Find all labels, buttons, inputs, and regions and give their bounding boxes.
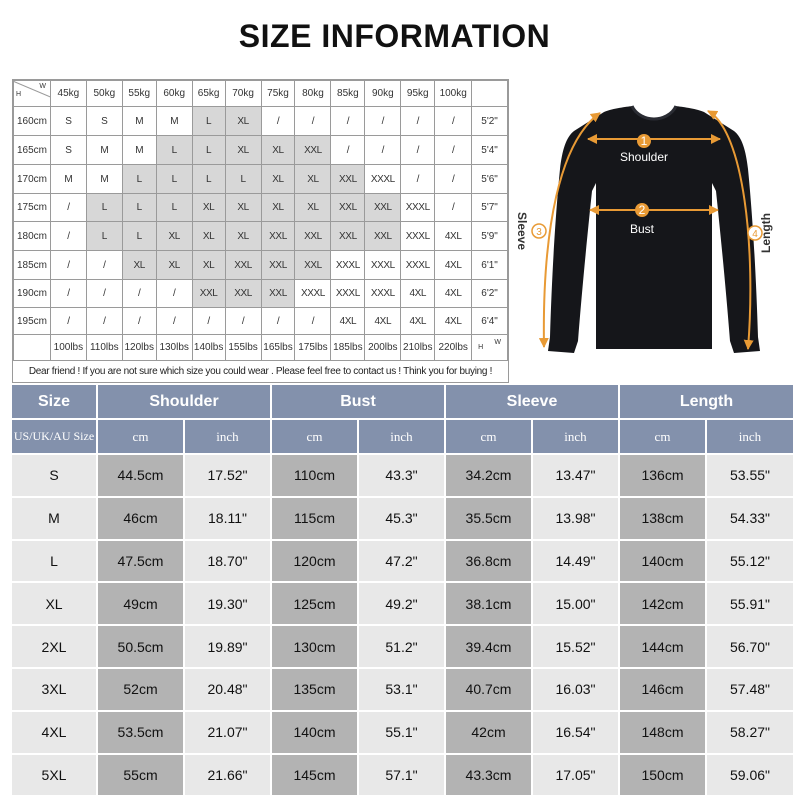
size-cell: 4XL xyxy=(401,308,435,335)
size-cell: M xyxy=(86,165,122,194)
weight-lbs-header: 220lbs xyxy=(435,335,472,361)
size-cell: / xyxy=(401,107,435,136)
height-row xyxy=(14,107,508,136)
size-cell: XXL xyxy=(192,280,225,308)
size-cell: XXXL xyxy=(331,280,365,308)
measurement-value: 17.52" xyxy=(185,455,270,496)
measurement-value: 35.5cm xyxy=(446,498,531,539)
size-cell: XXXL xyxy=(401,194,435,222)
weight-lbs-header: 140lbs xyxy=(192,335,225,361)
size-label: S xyxy=(12,455,96,496)
size-cell: XL xyxy=(295,194,331,222)
unit-inch-subheader: inch xyxy=(707,420,793,453)
measurement-value: 58.27" xyxy=(707,712,793,753)
unit-cm-subheader: cm xyxy=(620,420,705,453)
size-cell: XXXL xyxy=(295,280,331,308)
size-cell: L xyxy=(122,194,156,222)
bust-number: 2 xyxy=(638,203,646,217)
size-cell: / xyxy=(156,280,192,308)
size-cell: 4XL xyxy=(435,222,472,251)
size-column-header: Size xyxy=(12,385,96,418)
weight-lbs-header: 175lbs xyxy=(295,335,331,361)
size-cell: / xyxy=(122,280,156,308)
measurement-value: 47.2" xyxy=(359,541,444,582)
size-cell: XL xyxy=(225,136,261,165)
sleeve-column-header: Sleeve xyxy=(446,385,618,418)
measurement-value: 54.33" xyxy=(707,498,793,539)
size-label: 2XL xyxy=(12,626,96,667)
measurement-value: 110cm xyxy=(272,455,357,496)
height-cm-label: 180cm xyxy=(14,222,51,251)
size-cell: XXL xyxy=(295,222,331,251)
size-cell: L xyxy=(156,136,192,165)
measurement-value: 140cm xyxy=(620,541,705,582)
size-cell: XXL xyxy=(225,280,261,308)
height-ft-label: 5'2" xyxy=(472,107,508,136)
size-cell: / xyxy=(435,136,472,165)
size-cell: / xyxy=(401,165,435,194)
shoulder-label: Shoulder xyxy=(619,150,669,164)
measurement-value: 46cm xyxy=(98,498,183,539)
weight-kg-header: 60kg xyxy=(156,81,192,107)
size-cell: L xyxy=(156,194,192,222)
size-cell: XXL xyxy=(261,222,295,251)
unit-cm-subheader: cm xyxy=(446,420,531,453)
measurement-value: 14.49" xyxy=(533,541,618,582)
table-row xyxy=(12,712,793,753)
measurement-value: 57.1" xyxy=(359,755,444,796)
measurement-value: 17.05" xyxy=(533,755,618,796)
unit-inch-subheader: inch xyxy=(359,420,444,453)
bust-column-header: Bust xyxy=(272,385,444,418)
weight-lbs-header: 200lbs xyxy=(365,335,401,361)
measurement-value: 21.07" xyxy=(185,712,270,753)
unit-cm-subheader: cm xyxy=(98,420,183,453)
measurement-value: 53.5cm xyxy=(98,712,183,753)
size-cell: M xyxy=(86,136,122,165)
size-cell: L xyxy=(192,107,225,136)
measurement-value: 55.1" xyxy=(359,712,444,753)
size-cell: / xyxy=(50,251,86,280)
blank-cell xyxy=(14,335,51,361)
size-cell: XL xyxy=(192,194,225,222)
weight-lbs-header: 110lbs xyxy=(86,335,122,361)
size-cell: XXXL xyxy=(331,251,365,280)
corner-w-label: W xyxy=(494,339,501,346)
shoulder-column-header: Shoulder xyxy=(98,385,270,418)
size-cell: / xyxy=(86,280,122,308)
size-label: 4XL xyxy=(12,712,96,753)
corner-w-label: W xyxy=(39,83,46,90)
size-cell: / xyxy=(331,136,365,165)
measurement-value: 49cm xyxy=(98,583,183,624)
measurement-value: 44.5cm xyxy=(98,455,183,496)
height-cm-label: 185cm xyxy=(14,251,51,280)
contact-note: Dear friend ! If you are not sure which size you could wear . Please feel free to contact us ! Think you for buying ! xyxy=(28,366,493,377)
size-cell: / xyxy=(50,222,86,251)
measurement-value: 34.2cm xyxy=(446,455,531,496)
height-cm-label: 190cm xyxy=(14,280,51,308)
size-cell: / xyxy=(295,308,331,335)
size-cell: XXXL xyxy=(365,165,401,194)
measurement-value: 20.48" xyxy=(185,669,270,710)
size-cell: / xyxy=(50,280,86,308)
size-cell: M xyxy=(156,107,192,136)
height-cm-label: 175cm xyxy=(14,194,51,222)
size-cell: L xyxy=(86,194,122,222)
unit-inch-subheader: inch xyxy=(533,420,618,453)
height-cm-label: 165cm xyxy=(14,136,51,165)
size-cell: 4XL xyxy=(435,280,472,308)
weight-lbs-header: 130lbs xyxy=(156,335,192,361)
size-cell: 4XL xyxy=(365,308,401,335)
measurement-value: 55.12" xyxy=(707,541,793,582)
size-label: 5XL xyxy=(12,755,96,796)
height-cm-label: 195cm xyxy=(14,308,51,335)
size-cell: / xyxy=(225,308,261,335)
size-cell: / xyxy=(435,194,472,222)
size-cell: / xyxy=(122,308,156,335)
height-row xyxy=(14,251,508,280)
weight-lbs-header: 165lbs xyxy=(261,335,295,361)
measurement-value: 59.06" xyxy=(707,755,793,796)
measurement-value: 51.2" xyxy=(359,626,444,667)
measurement-value: 135cm xyxy=(272,669,357,710)
height-ft-label: 5'4" xyxy=(472,136,508,165)
size-cell: L xyxy=(122,165,156,194)
size-label: L xyxy=(12,541,96,582)
size-cell: L xyxy=(192,136,225,165)
size-cell: 4XL xyxy=(401,280,435,308)
weight-kg-header: 45kg xyxy=(50,81,86,107)
measurement-value: 130cm xyxy=(272,626,357,667)
size-cell: XXL xyxy=(331,165,365,194)
height-ft-label: 6'4" xyxy=(472,308,508,335)
corner-cell-bottom xyxy=(472,335,508,361)
size-cell: / xyxy=(365,136,401,165)
measurement-value: 19.30" xyxy=(185,583,270,624)
measurement-value: 16.03" xyxy=(533,669,618,710)
measurement-value: 39.4cm xyxy=(446,626,531,667)
measurement-value: 148cm xyxy=(620,712,705,753)
corner-h-label: H xyxy=(16,91,22,98)
shirt-illustration xyxy=(512,79,788,383)
length-column-header: Length xyxy=(620,385,793,418)
measurement-value: 43.3cm xyxy=(446,755,531,796)
size-cell: XXL xyxy=(261,251,295,280)
measurement-value: 115cm xyxy=(272,498,357,539)
measurement-value: 125cm xyxy=(272,583,357,624)
size-cell: XL xyxy=(156,222,192,251)
size-cell: XL xyxy=(295,165,331,194)
size-cell: / xyxy=(295,107,331,136)
size-cell: / xyxy=(86,251,122,280)
size-cell: / xyxy=(435,165,472,194)
measurement-value: 45.3" xyxy=(359,498,444,539)
size-cell: XXL xyxy=(365,222,401,251)
height-row xyxy=(14,308,508,335)
unit-inch-subheader: inch xyxy=(185,420,270,453)
size-cell: XXL xyxy=(225,251,261,280)
unit-cm-subheader: cm xyxy=(272,420,357,453)
size-cell: 4XL xyxy=(331,308,365,335)
weight-kg-header: 85kg xyxy=(331,81,365,107)
size-cell: / xyxy=(50,194,86,222)
measurement-value: 57.48" xyxy=(707,669,793,710)
size-cell: / xyxy=(156,308,192,335)
measurement-value: 53.55" xyxy=(707,455,793,496)
size-cell: / xyxy=(50,308,86,335)
height-row xyxy=(14,222,508,251)
size-cell: / xyxy=(435,107,472,136)
size-cell: XL xyxy=(192,251,225,280)
height-row xyxy=(14,280,508,308)
measurement-value: 40.7cm xyxy=(446,669,531,710)
size-cell: L xyxy=(225,165,261,194)
measurement-value: 145cm xyxy=(272,755,357,796)
size-cell: L xyxy=(192,165,225,194)
size-cell: L xyxy=(156,165,192,194)
measurement-value: 140cm xyxy=(272,712,357,753)
height-weight-table xyxy=(13,80,508,361)
table-row xyxy=(12,669,793,710)
shirt-measurement-diagram xyxy=(512,79,788,383)
weight-kg-header: 90kg xyxy=(365,81,401,107)
size-cell: XL xyxy=(261,194,295,222)
size-cell: XL xyxy=(261,165,295,194)
measurement-value: 138cm xyxy=(620,498,705,539)
size-cell: XXXL xyxy=(365,280,401,308)
weight-lbs-header: 210lbs xyxy=(401,335,435,361)
measurement-value: 55cm xyxy=(98,755,183,796)
size-cell: XXXL xyxy=(365,251,401,280)
size-cell: XXXL xyxy=(401,222,435,251)
size-cell: XXL xyxy=(331,222,365,251)
page-title: SIZE INFORMATION xyxy=(238,18,551,54)
size-cell: XXL xyxy=(295,251,331,280)
length-number: 4 xyxy=(752,229,758,240)
size-cell: XL xyxy=(261,136,295,165)
length-label: Length xyxy=(759,213,773,253)
table-row xyxy=(12,455,793,496)
measurement-value: 142cm xyxy=(620,583,705,624)
table-row xyxy=(12,541,793,582)
shoulder-number: 1 xyxy=(640,134,648,148)
height-cm-label: 160cm xyxy=(14,107,51,136)
size-cell: / xyxy=(331,107,365,136)
sleeve-number: 3 xyxy=(536,227,542,238)
weight-lbs-header: 100lbs xyxy=(50,335,86,361)
size-cell: XXL xyxy=(365,194,401,222)
height-ft-label: 5'9" xyxy=(472,222,508,251)
measurement-value: 16.54" xyxy=(533,712,618,753)
weight-kg-header: 80kg xyxy=(295,81,331,107)
weight-kg-header: 100kg xyxy=(435,81,472,107)
measurement-value: 146cm xyxy=(620,669,705,710)
height-row xyxy=(14,194,508,222)
height-row xyxy=(14,136,508,165)
height-ft-label: 6'1" xyxy=(472,251,508,280)
size-cell: XL xyxy=(192,222,225,251)
measurement-value: 52cm xyxy=(98,669,183,710)
weight-lbs-header: 185lbs xyxy=(331,335,365,361)
measurement-value: 13.47" xyxy=(533,455,618,496)
height-ft-label: 5'7" xyxy=(472,194,508,222)
size-cell: XL xyxy=(122,251,156,280)
measurement-value: 136cm xyxy=(620,455,705,496)
size-cell: / xyxy=(365,107,401,136)
measurement-value: 150cm xyxy=(620,755,705,796)
measurement-value: 56.70" xyxy=(707,626,793,667)
size-cell: XL xyxy=(225,222,261,251)
measurement-value: 15.52" xyxy=(533,626,618,667)
measurement-value: 55.91" xyxy=(707,583,793,624)
height-cm-label: 170cm xyxy=(14,165,51,194)
size-cell: XL xyxy=(225,194,261,222)
corner-h-label: H xyxy=(478,344,484,351)
size-cell: S xyxy=(86,107,122,136)
blank-cell xyxy=(472,81,508,107)
size-cell: XXXL xyxy=(401,251,435,280)
measurement-value: 49.2" xyxy=(359,583,444,624)
sleeve-label: Sleeve xyxy=(515,211,529,251)
measurement-value: 18.70" xyxy=(185,541,270,582)
weight-kg-header: 75kg xyxy=(261,81,295,107)
size-cell: / xyxy=(261,107,295,136)
measurement-value: 19.89" xyxy=(185,626,270,667)
size-cell: / xyxy=(401,136,435,165)
size-cell: S xyxy=(50,136,86,165)
table-row xyxy=(12,626,793,667)
weight-kg-header: 50kg xyxy=(86,81,122,107)
size-recommendation-chart xyxy=(12,79,509,383)
size-cell: / xyxy=(86,308,122,335)
bust-label: Bust xyxy=(629,222,655,236)
weight-kg-header: 65kg xyxy=(192,81,225,107)
measurement-value: 42cm xyxy=(446,712,531,753)
size-cell: S xyxy=(50,107,86,136)
size-cell: XL xyxy=(225,107,261,136)
size-cell: M xyxy=(122,136,156,165)
size-cell: L xyxy=(122,222,156,251)
weight-kg-header: 70kg xyxy=(225,81,261,107)
measurement-value: 18.11" xyxy=(185,498,270,539)
size-cell: / xyxy=(261,308,295,335)
measurement-value: 53.1" xyxy=(359,669,444,710)
size-label: M xyxy=(12,498,96,539)
weight-lbs-header: 120lbs xyxy=(122,335,156,361)
measurement-value: 15.00" xyxy=(533,583,618,624)
size-cell: M xyxy=(50,165,86,194)
size-cell: 4XL xyxy=(435,251,472,280)
height-ft-label: 5'6" xyxy=(472,165,508,194)
measurement-value: 50.5cm xyxy=(98,626,183,667)
size-label: 3XL xyxy=(12,669,96,710)
measurement-value: 47.5cm xyxy=(98,541,183,582)
size-cell: L xyxy=(86,222,122,251)
size-cell: XXL xyxy=(261,280,295,308)
size-cell: XXL xyxy=(295,136,331,165)
size-cell: XL xyxy=(156,251,192,280)
table-row xyxy=(12,583,793,624)
measurement-value: 21.66" xyxy=(185,755,270,796)
table-row xyxy=(12,498,793,539)
size-cell: M xyxy=(122,107,156,136)
size-cell: / xyxy=(192,308,225,335)
table-row xyxy=(12,755,793,796)
weight-kg-header: 95kg xyxy=(401,81,435,107)
weight-lbs-header: 155lbs xyxy=(225,335,261,361)
size-cell: 4XL xyxy=(435,308,472,335)
height-row xyxy=(14,165,508,194)
measurement-table xyxy=(10,383,795,797)
height-ft-label: 6'2" xyxy=(472,280,508,308)
measurement-value: 120cm xyxy=(272,541,357,582)
corner-cell xyxy=(14,81,51,107)
size-cell: XXL xyxy=(331,194,365,222)
weight-kg-header: 55kg xyxy=(122,81,156,107)
measurement-value: 43.3" xyxy=(359,455,444,496)
size-label: XL xyxy=(12,583,96,624)
measurement-value: 36.8cm xyxy=(446,541,531,582)
size-region-subheader: US/UK/AU Size xyxy=(12,420,96,453)
measurement-value: 13.98" xyxy=(533,498,618,539)
measurement-value: 144cm xyxy=(620,626,705,667)
measurement-value: 38.1cm xyxy=(446,583,531,624)
